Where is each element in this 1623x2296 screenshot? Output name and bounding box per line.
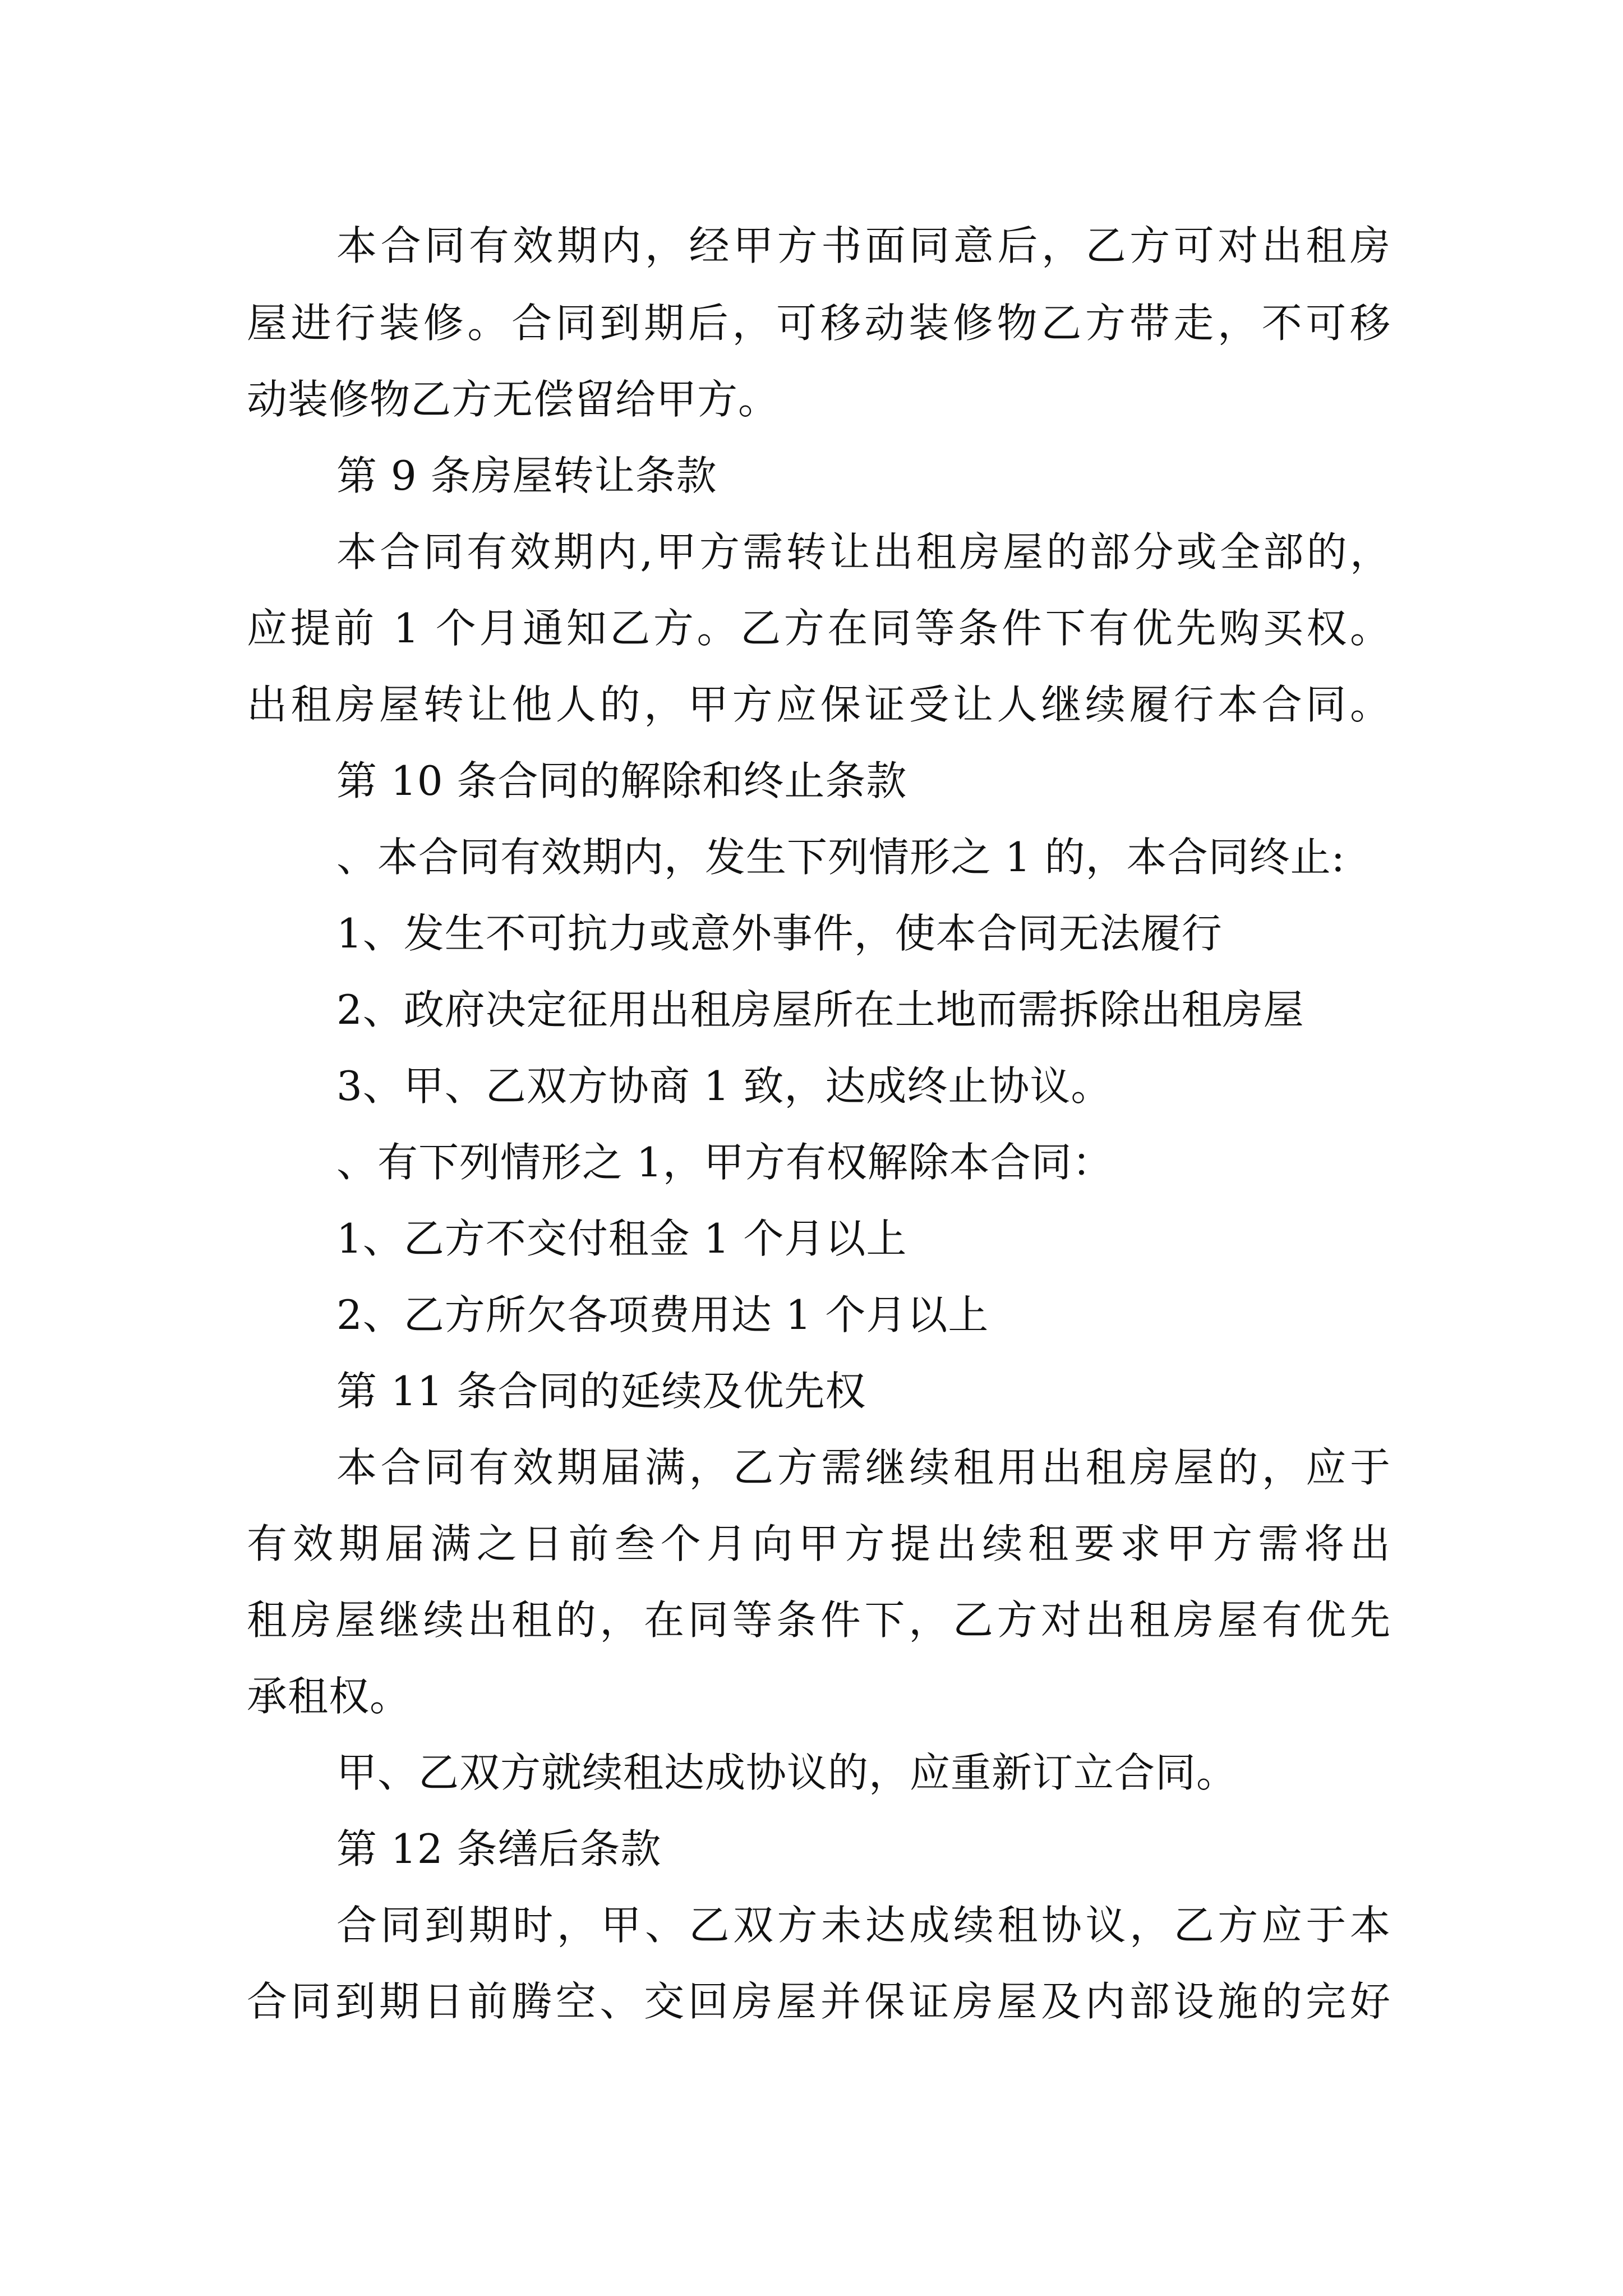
paragraph-line: 、有下列情形之 1，甲方有权解除本合同： xyxy=(336,1139,1113,1186)
paragraph-line: 动装修物乙方无偿留给甲方。 xyxy=(247,376,780,423)
list-item: 2、乙方所欠各项费用达 1 个月以上 xyxy=(336,1291,989,1338)
list-item: 1、发生不可抗力或意外事件，使本合同无法履行 xyxy=(336,910,1223,957)
paragraph-line: 出租房屋转让他人的，甲方应保证受让人继续履行本合同。 xyxy=(247,681,1391,728)
paragraph-line: 屋进行装修。合同到期后，可移动装修物乙方带走，不可移 xyxy=(247,300,1391,347)
paragraph-line: 甲、乙双方就续租达成协议的，应重新订立合同。 xyxy=(336,1749,1238,1796)
paragraph-line: 本合同有效期届满，乙方需继续租用出租房屋的，应于 xyxy=(336,1444,1391,1491)
section-heading: 第 11 条合同的延续及优先权 xyxy=(336,1368,866,1415)
section-heading: 第 10 条合同的解除和终止条款 xyxy=(336,757,907,804)
paragraph-line: 租房屋继续出租的，在同等条件下，乙方对出租房屋有优先 xyxy=(247,1596,1391,1644)
paragraph-line: 本合同有效期内,甲方需转让出租房屋的部分或全部的， xyxy=(336,528,1391,576)
list-item: 3、甲、乙双方协商 1 致，达成终止协议。 xyxy=(336,1062,1112,1110)
paragraph-line: 本合同有效期内，经甲方书面同意后，乙方可对出租房 xyxy=(336,222,1391,269)
section-heading: 第 9 条房屋转让条款 xyxy=(336,452,717,499)
paragraph-line: 承租权。 xyxy=(247,1673,411,1720)
section-heading: 第 12 条缮后条款 xyxy=(336,1825,662,1872)
paragraph-line: 合同到期日前腾空、交回房屋并保证房屋及内部设施的完好 xyxy=(247,1978,1391,2025)
list-item: 1、乙方不交付租金 1 个月以上 xyxy=(336,1215,907,1262)
list-item: 2、政府决定征用出租房屋所在土地而需拆除出租房屋 xyxy=(336,986,1304,1033)
paragraph-line: 、本合同有效期内，发生下列情形之 1 的，本合同终止: xyxy=(336,834,1345,881)
paragraph-line: 合同到期时，甲、乙双方未达成续租协议，乙方应于本 xyxy=(336,1902,1391,1949)
paragraph-line: 有效期届满之日前叁个月向甲方提出续租要求甲方需将出 xyxy=(247,1520,1391,1567)
paragraph-line: 应提前 1 个月通知乙方。乙方在同等条件下有优先购买权。 xyxy=(247,605,1391,652)
